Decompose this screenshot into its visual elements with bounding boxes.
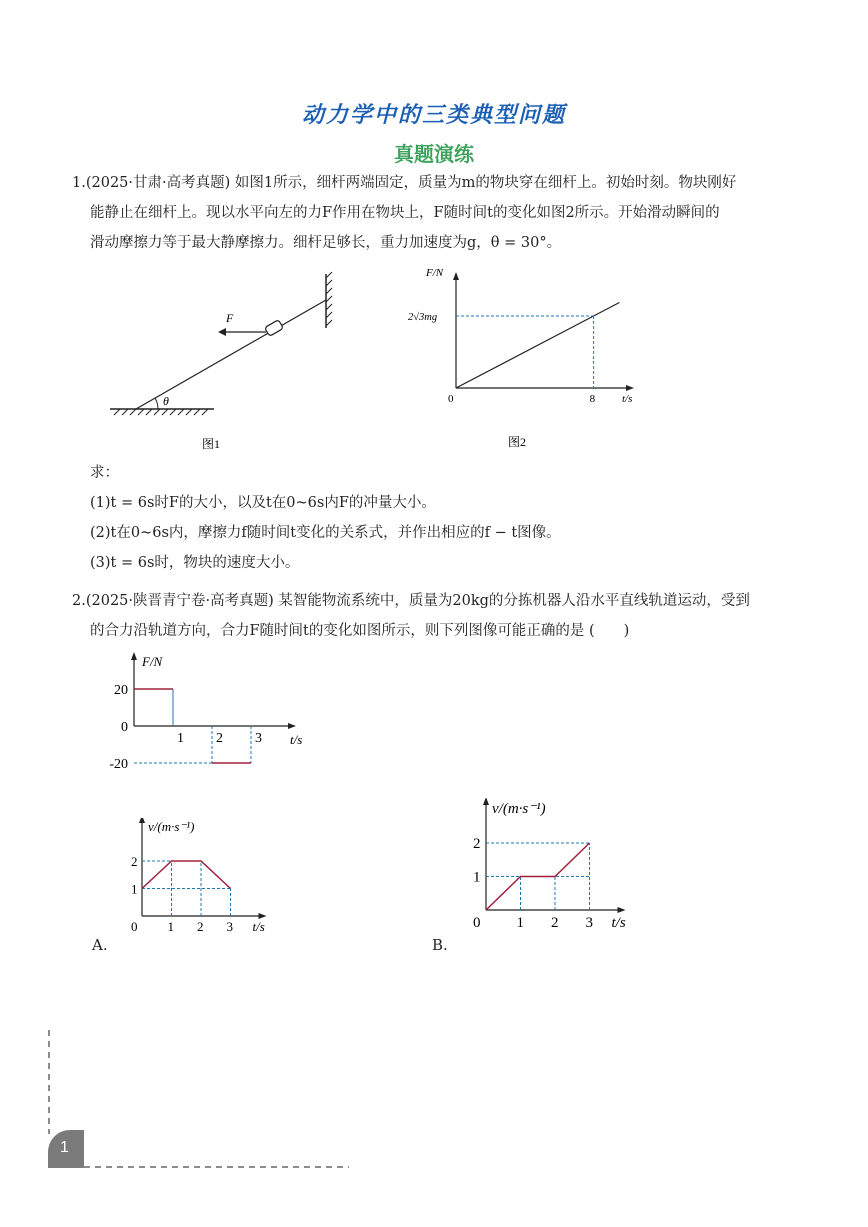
q1-number: 1. <box>72 175 86 191</box>
optB-y-arrow <box>483 798 489 805</box>
optA-velocity-line <box>142 861 231 889</box>
fig2-y-label: F/N <box>426 267 444 279</box>
optB-y-tick: 1 <box>473 869 481 886</box>
fig2-x-tick: 8 <box>589 393 596 405</box>
force-x-arrow <box>288 723 296 729</box>
optA-y-tick: 1 <box>131 881 138 897</box>
optA-x-tick: 3 <box>226 919 233 934</box>
optB-x-arrow <box>618 907 626 913</box>
q1-ask: 求： <box>90 465 119 481</box>
q1-sub-3: (3)t = 6s时，物块的速度大小。 <box>90 555 300 571</box>
force-label: F <box>226 311 234 325</box>
section-subtitle: 真题演练 <box>394 142 474 166</box>
q2-text-1: (2025·陕晋青宁卷·高考真题) 某智能物流系统中，质量为20kg的分拣机器人沿水平直线轨道运动，受到 <box>85 593 750 609</box>
optB-x-label: t/s <box>611 915 626 931</box>
optA-x-tick: 2 <box>197 919 204 934</box>
optB-origin: 0 <box>473 915 481 931</box>
optA-origin: 0 <box>131 919 138 934</box>
optA-y-tick: 2 <box>131 854 138 869</box>
fig2-series-line <box>456 303 619 389</box>
question-1 <box>72 168 812 258</box>
fig2-y-arrow <box>453 272 459 280</box>
figure-1-rod-diagram <box>100 268 350 458</box>
optB-y-tick: 2 <box>473 836 481 852</box>
q2-text-2: 的合力沿轨道方向，合力F随时间t的变化如图所示，则下列图像可能正确的是 ( ) <box>90 623 630 639</box>
optA-y-arrow <box>139 818 145 823</box>
q1-text-2: 能静止在细杆上。现以水平向左的力F作用在物块上，F随时间t的变化如图2所示。开始滑动瞬间的 <box>90 205 720 221</box>
fig2-origin: 0 <box>448 393 454 405</box>
force-x-label: t/s <box>290 732 303 747</box>
force-x-tick: 1 <box>177 731 184 746</box>
figure-2-caption: 图2 <box>508 435 527 449</box>
page-number: 1 <box>60 1139 69 1156</box>
q1-sub-2: (2)t在0~6s内，摩擦力f随时间t变化的关系式，并作出相应的f − t图像。 <box>90 525 561 541</box>
force-y-label: F/N <box>142 654 163 669</box>
q2-number: 2. <box>72 593 86 609</box>
angle-label: θ <box>163 394 169 408</box>
question-2 <box>72 586 812 646</box>
force-x-tick: 2 <box>216 731 223 746</box>
fig2-x-arrow <box>626 385 634 391</box>
option-b-label: B. <box>432 936 448 954</box>
optA-y-label: v/(m·s⁻¹) <box>148 819 195 834</box>
figure-1-caption: 图1 <box>202 437 221 451</box>
q1-subquestions <box>90 458 810 578</box>
page-border-decoration <box>44 1030 354 1175</box>
option-a-velocity-chart <box>120 818 280 956</box>
option-a-label: A. <box>92 936 108 954</box>
q1-text-3: 滑动摩擦力等于最大静摩擦力。细杆足够长，重力加速度为g，θ = 30°。 <box>90 235 562 251</box>
q2-force-chart <box>96 646 326 782</box>
q1-sub-1: (1)t = 6s时F的大小，以及t在0~6s内F的冲量大小。 <box>90 495 436 511</box>
force-y-arrow <box>131 652 137 660</box>
q1-line-1 <box>72 168 812 198</box>
force-y-tick: -20 <box>109 757 128 772</box>
optB-x-tick: 1 <box>516 915 524 931</box>
optA-x-tick: 1 <box>167 919 174 934</box>
force-y-tick: 0 <box>121 720 128 735</box>
force-y-tick: 20 <box>114 683 128 698</box>
force-x-tick: 3 <box>255 731 262 746</box>
fig2-y-tick: 2√3mg <box>408 312 438 323</box>
figure-2-force-chart <box>400 262 660 458</box>
page-title: 动力学中的三类典型问题 <box>301 102 566 128</box>
option-b-velocity-chart <box>456 798 646 956</box>
q2-line-1 <box>72 586 812 616</box>
fig2-x-label: t/s <box>622 393 633 405</box>
optB-x-tick: 2 <box>551 915 559 931</box>
optB-y-label: v/(m·s⁻¹) <box>492 801 546 817</box>
optA-x-label: t/s <box>252 919 265 934</box>
optB-x-tick: 3 <box>585 915 593 931</box>
q1-text-1: (2025·甘肃·高考真题) 如图1所示，细杆两端固定，质量为m的物块穿在细杆上。初始时刻。物块刚好 <box>85 175 737 191</box>
